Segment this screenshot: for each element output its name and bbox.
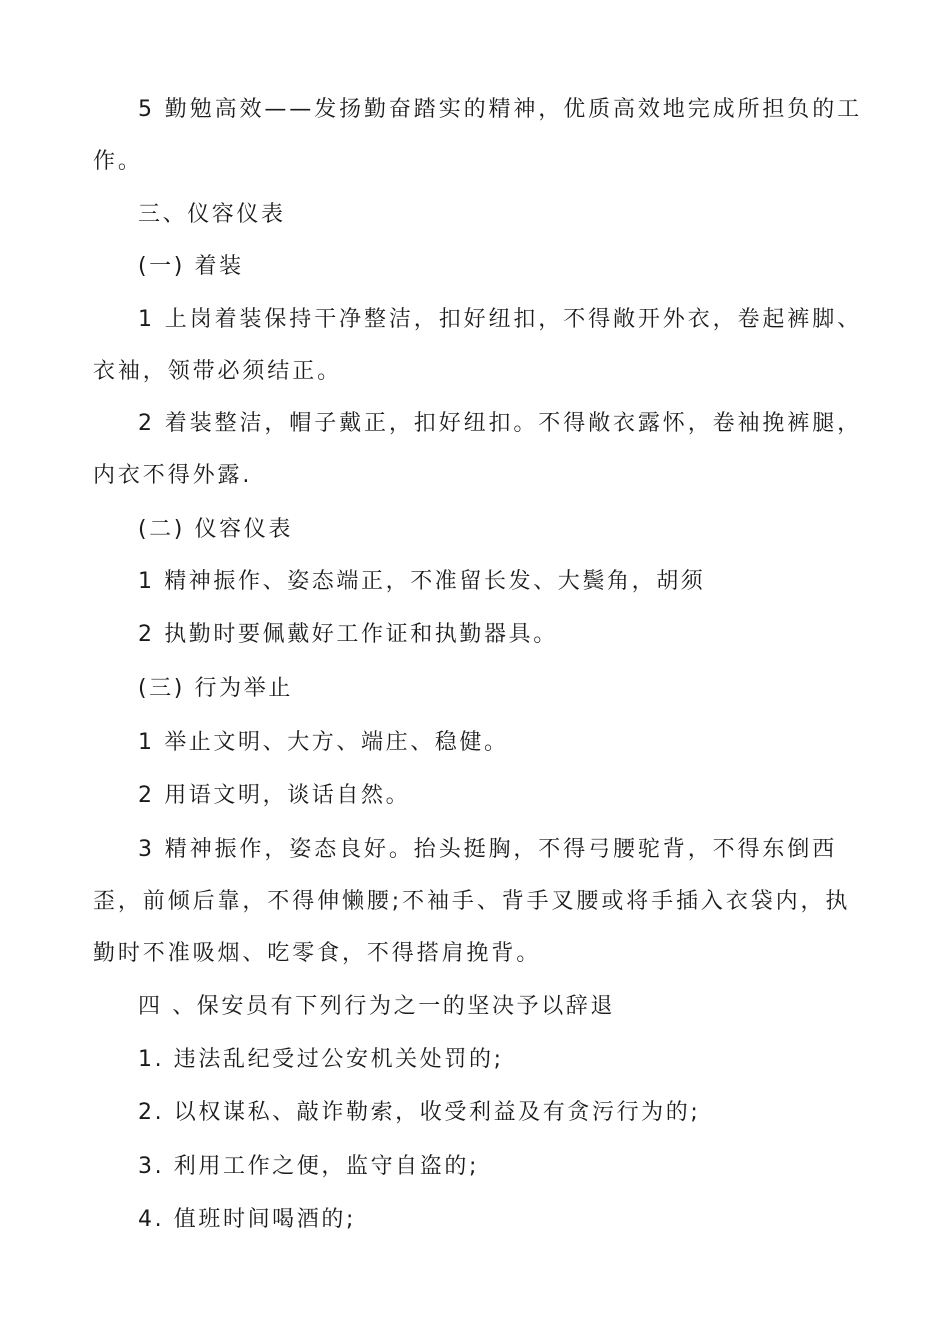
- list-item-dismissal-2: 2. 以权谋私、敲诈勒索，收受利益及有贪污行为的;: [138, 1100, 701, 1125]
- list-item-dismissal-4: 4. 值班时间喝酒的;: [138, 1207, 356, 1232]
- paragraph-grooming-1: 1 精神振作、姿态端正，不准留长发、大鬓角，胡须: [138, 569, 706, 594]
- section-heading-dismissal: 四 、保安员有下列行为之一的坚决予以辞退: [138, 994, 615, 1019]
- paragraph-behavior-1: 1 举止文明、大方、端庄、稳健。: [138, 730, 509, 755]
- list-item-dismissal-3: 3. 利用工作之便，监守自盗的;: [138, 1154, 479, 1179]
- subheading-grooming: (二) 仪容仪表: [138, 517, 293, 542]
- paragraph-grooming-2: 2 执勤时要佩戴好工作证和执勤器具。: [138, 622, 558, 647]
- list-item-dismissal-1: 1. 违法乱纪受过公安机关处罚的;: [138, 1047, 504, 1072]
- paragraph-diligence: 5 勤勉高效——发扬勤奋踏实的精神，优质高效地完成所担负的工作。: [93, 97, 862, 174]
- subheading-behavior: (三) 行为举止: [138, 676, 293, 701]
- paragraph-dress-1: 1 上岗着装保持干净整洁，扣好纽扣，不得敞开外衣，卷起裤脚、衣袖，领带必须结正。: [93, 307, 862, 384]
- subheading-dress: (一) 着装: [138, 254, 244, 279]
- paragraph-behavior-2: 2 用语文明，谈话自然。: [138, 783, 411, 808]
- paragraph-behavior-3: 3 精神振作，姿态良好。抬头挺胸，不得弓腰驼背，不得东倒西歪，前倾后靠，不得伸懒腰;不袖手、背手叉腰或将手插入衣袋内，执勤时不准吸烟、吃零食，不得搭肩挽背。: [93, 837, 851, 966]
- section-heading-appearance: 三、仪容仪表: [138, 202, 286, 227]
- paragraph-dress-2: 2 着装整洁，帽子戴正，扣好纽扣。不得敞衣露怀，卷袖挽裤腿，内衣不得外露.: [93, 411, 862, 488]
